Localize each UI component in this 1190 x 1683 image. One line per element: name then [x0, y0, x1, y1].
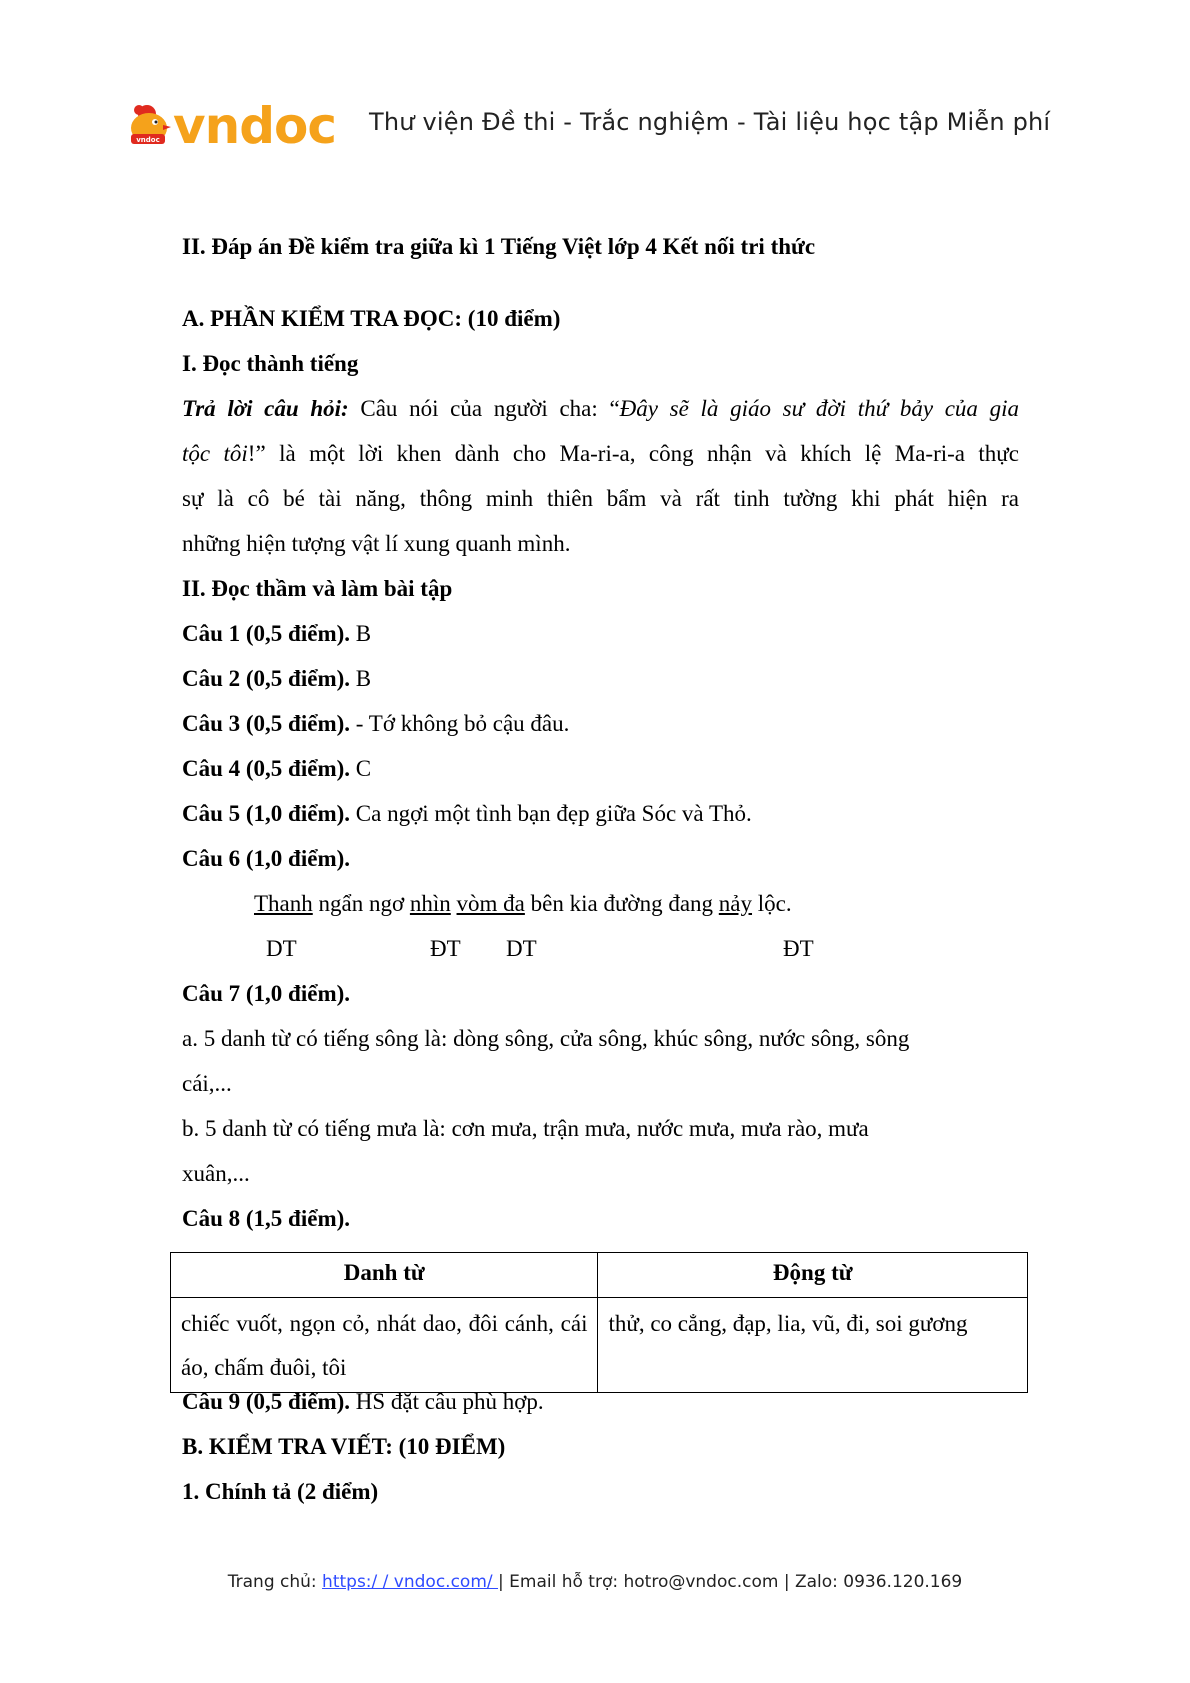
- question-8: Câu 8 (1,5 điểm).: [182, 1206, 351, 1231]
- svg-text:vndoc: vndoc: [136, 136, 160, 144]
- answer-line-4: những hiện tượng vật lí xung quanh mình.: [182, 531, 571, 556]
- table-header-row: [171, 1253, 1028, 1298]
- q7-b-line-1: b. 5 danh từ có tiếng mưa là: cơn mưa, trận mưa, nước mưa, mưa rào, mưa: [182, 1116, 869, 1141]
- page-header: [0, 0, 1190, 170]
- question-3: Câu 3 (0,5 điểm). - Tớ không bỏ cậu đâu.: [182, 711, 570, 736]
- question-2: Câu 2 (0,5 điểm). B: [182, 666, 372, 691]
- question-6: Câu 6 (1,0 điểm).: [182, 846, 351, 871]
- q6-tag-4: ĐT: [783, 936, 814, 961]
- header-noun: Danh từ: [171, 1253, 598, 1298]
- q6-tag-2: ĐT: [430, 936, 461, 961]
- q6-tag-3: DT: [506, 936, 537, 961]
- page-footer: Trang chủ: https:/ / vndoc.com/ | Email hỗ trợ: hotro@vndoc.com | Zalo: 0936.120.169: [227, 1572, 963, 1592]
- section-b1-heading: 1. Chính tả (2 điểm): [182, 1479, 379, 1504]
- q7-a-line-2: cái,...: [182, 1071, 232, 1096]
- vndoc-logo[interactable]: [125, 98, 347, 154]
- doc-title: II. Đáp án Đề kiểm tra giữa kì 1 Tiếng Việt lớp 4 Kết nối tri thức: [182, 234, 816, 259]
- q6-sentence: Thanh ngẩn ngơ nhìn vòm đa bên kia đường đang nảy lộc.: [254, 891, 792, 916]
- answer-line-1: Trả lời câu hỏi: Câu nói của người cha: “Đây sẽ là giáo sư đời thứ bảy của gia: [182, 396, 1019, 421]
- question-9: Câu 9 (0,5 điểm). HS đặt câu phù hợp.: [182, 1389, 544, 1414]
- section-1-heading: I. Đọc thành tiếng: [182, 351, 359, 376]
- part-b-heading: B. KIỂM TRA VIẾT: (10 ĐIỂM): [182, 1434, 506, 1459]
- question-4: Câu 4 (0,5 điểm). C: [182, 756, 372, 781]
- home-link[interactable]: https:/ / vndoc.com/: [322, 1572, 499, 1592]
- section-2-heading: II. Đọc thầm và làm bài tập: [182, 576, 453, 601]
- question-7: Câu 7 (1,0 điểm).: [182, 981, 351, 1006]
- cell-nouns: chiếc vuốt, ngọn cỏ, nhát dao, đôi cánh, cái áo, chấm đuôi, tôi: [171, 1298, 598, 1393]
- cell-verbs: thử, co cẳng, đạp, lia, vũ, đi, soi gương: [598, 1298, 1028, 1393]
- q7-b-line-2: xuân,...: [182, 1161, 250, 1186]
- svg-text:vndoc: vndoc: [173, 98, 336, 154]
- answer-line-2: tộc tôi!” là một lời khen dành cho Ma-ri-a, công nhận và khích lệ Ma-ri-a thực: [182, 441, 1019, 466]
- part-a-heading: A. PHẦN KIỂM TRA ĐỌC: (10 điểm): [182, 306, 561, 331]
- question-5: Câu 5 (1,0 điểm). Ca ngợi một tình bạn đẹp giữa Sóc và Thỏ.: [182, 801, 752, 826]
- site-tagline: Thư viện Đề thi - Trắc nghiệm - Tài liệu học tập Miễn phí: [369, 108, 1051, 136]
- q8-table: [170, 1252, 1028, 1393]
- q6-tag-1: DT: [266, 936, 297, 961]
- header-verb: Động từ: [598, 1253, 1028, 1298]
- answer-line-3: sự là cô bé tài năng, thông minh thiên bẩm và rất tinh tường khi phát hiện ra: [182, 486, 1019, 511]
- q7-a-line-1: a. 5 danh từ có tiếng sông là: dòng sông, cửa sông, khúc sông, nước sông, sông: [182, 1026, 910, 1051]
- question-1: Câu 1 (0,5 điểm). B: [182, 621, 372, 646]
- table-row: [171, 1298, 1028, 1393]
